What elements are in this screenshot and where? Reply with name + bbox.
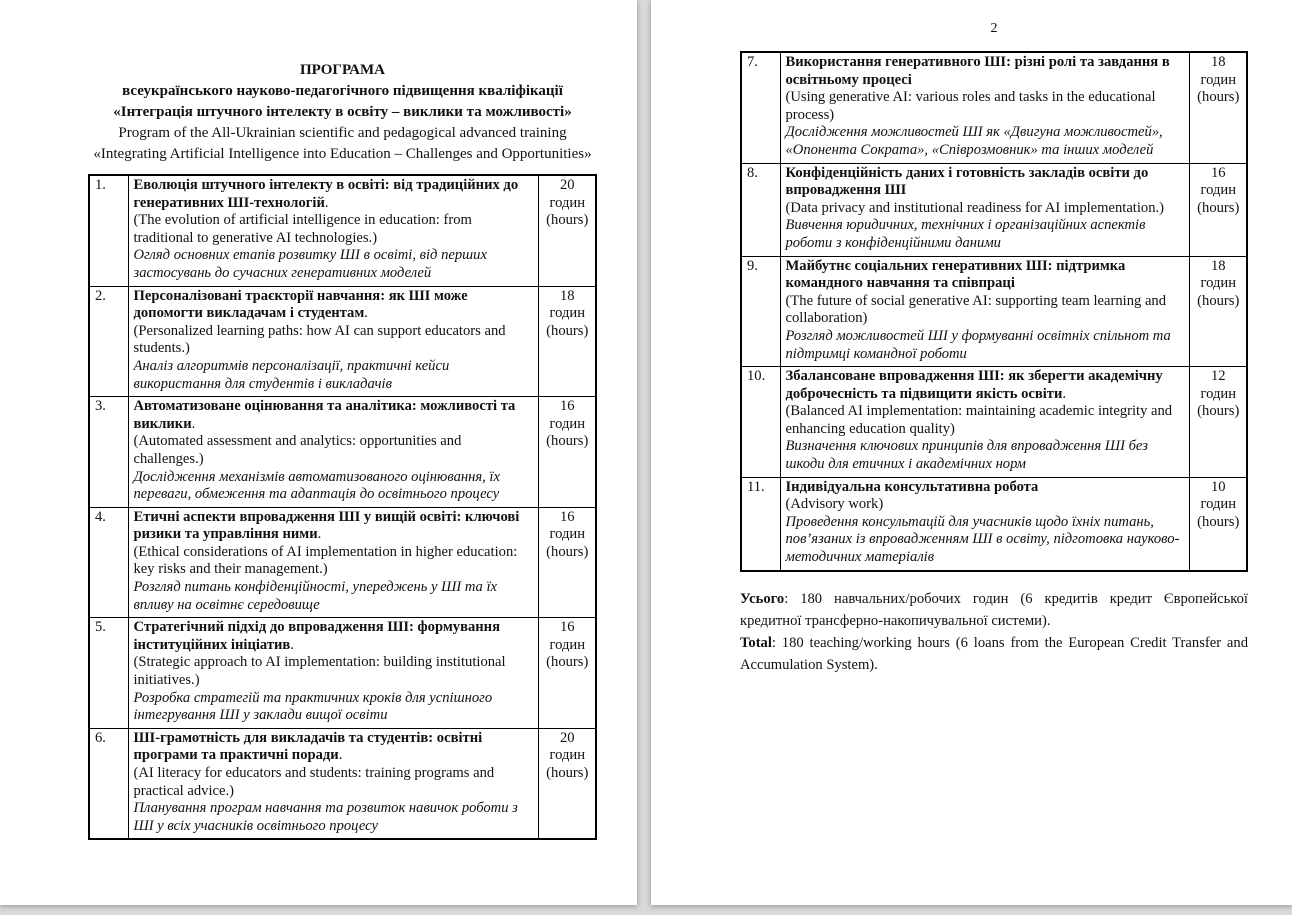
row-hours: 16 годин (hours): [538, 507, 596, 618]
title-line-5: «Integrating Artificial Intelligence into Education – Challenges and Opportunities»: [93, 146, 592, 162]
topic-desc-uk: Розробка стратегій та практичних кроків для успішного інтегрування ШІ у заклади вищої освіти: [133, 689, 493, 724]
table-row: [741, 163, 1247, 256]
row-body: [780, 367, 1189, 478]
topic-title-uk: Майбутнє соціальних генеративних ШІ: підтримка командного навчання та співпраці: [785, 257, 1126, 292]
topic-title-uk: Збалансоване впровадження ШІ: як зберегти академічну доброчесність та підвищити якість освіти: [785, 368, 1163, 402]
title-period: .: [324, 194, 329, 211]
topic-title-en: (Balanced AI implementation: maintaining academic integrity and enhancing education quality): [785, 403, 1173, 437]
row-hours: 10 годин (hours): [1189, 477, 1247, 570]
total-en-label: Total: [740, 634, 772, 651]
page-number: 2: [990, 21, 998, 36]
row-number: 2.: [89, 286, 128, 397]
total-uk-paragraph: [740, 588, 1248, 632]
table-row: [741, 52, 1247, 163]
row-hours: 12 годин (hours): [1189, 367, 1247, 478]
title-period: .: [290, 636, 294, 653]
title-line-4: Program of the All-Ukrainian scientific and pedagogical advanced training: [118, 125, 567, 141]
title-period: .: [1062, 385, 1067, 402]
total-uk-label: Усього: [740, 590, 785, 607]
table-row: [89, 618, 596, 729]
row-body: [128, 397, 538, 508]
page-1: [0, 0, 637, 905]
topic-desc-uk: Аналіз алгоритмів персоналізації, практичні кейси використання для студентів і викладачів: [133, 357, 450, 392]
row-number: 10.: [741, 367, 780, 478]
table-row: [89, 175, 596, 286]
program-table-page-2: [740, 51, 1248, 572]
row-number: 4.: [89, 507, 128, 618]
topic-title-en: (Strategic approach to AI implementation: building institutional initiatives.): [133, 654, 506, 689]
topic-title-uk: Конфіденційність даних і готовність закладів освіти до впровадження ШІ: [785, 164, 1149, 199]
topic-desc-uk: Дослідження можливостей ШІ як «Двигуна можливостей», «Опонента Сократа», «Співрозмовник» та інших моделей: [785, 124, 1163, 158]
page-1-content: [88, 60, 597, 840]
row-body: [128, 618, 538, 729]
row-hours: 16 годин (hours): [1189, 163, 1247, 256]
topic-title-en: (Advisory work): [785, 496, 884, 513]
topic-desc-uk: Розгляд питань конфіденційності, упереджень у ШІ та їх впливу на освітнє середовище: [133, 579, 498, 613]
topic-title-en: (Ethical considerations of AI implementation in higher education: key risks and their management.): [133, 543, 518, 578]
topic-title-uk: ШІ-грамотність для викладачів та студентів: освітні програми та практичні поради: [133, 729, 483, 764]
row-body: [780, 163, 1189, 256]
row-number: 7.: [741, 52, 780, 163]
row-number: 6.: [89, 728, 128, 839]
table-row: [89, 728, 596, 839]
row-body: [780, 477, 1189, 570]
topic-desc-uk: Визначення ключових принципів для впровадження ШІ без шкоди для етичних і академічних норм: [785, 438, 1148, 473]
topic-title-uk: Еволюція штучного інтелекту в освіті: від традиційних до генеративних ШІ-технологій: [133, 177, 519, 211]
topic-desc-uk: Проведення консультацій для учасників щодо їхніх питань, пов’язаних із впровадженням ШІ в освіту, підготовка науково-методичних матеріалів: [785, 513, 1180, 566]
total-en-paragraph: [740, 632, 1248, 676]
table-row: [89, 286, 596, 397]
row-body: [780, 52, 1189, 163]
totals-block: [740, 588, 1248, 676]
row-hours: 16 годин (hours): [538, 397, 596, 508]
topic-desc-uk: Дослідження механізмів автоматизованого оцінювання, їх переваги, обмеження та адаптація до освітнього процесу: [133, 468, 500, 503]
row-hours: 16 годин (hours): [538, 618, 596, 729]
title-line-1: ПРОГРАМА: [299, 62, 386, 78]
table-row: [89, 397, 596, 508]
program-title-block: [88, 60, 597, 165]
title-period: .: [364, 305, 368, 322]
page-2: [651, 0, 1292, 905]
topic-title-en: (Using generative AI: various roles and tasks in the educational process): [785, 89, 1156, 123]
total-en-text: : 180 teaching/working hours (6 loans from the European Credit Transfer and Accumulation System).: [740, 634, 1248, 673]
page-2-content: [740, 20, 1248, 676]
topic-title-uk: Використання генеративного ШІ: різні ролі та завдання в освітньому процесі: [785, 54, 1170, 88]
program-table-page-1: [88, 174, 597, 840]
topic-desc-uk: Планування програм навчання та розвиток навичок роботи з ШІ у всіх учасників освітнього процесу: [133, 800, 518, 834]
row-body: [128, 507, 538, 618]
title-line-3: «Інтеграція штучного інтелекту в освіту – виклики та можливості»: [113, 104, 572, 120]
topic-title-uk: Персоналізовані траєкторії навчання: як ШІ може допомогти викладачам і студентам: [133, 287, 468, 322]
topic-desc-uk: Огляд основних етапів розвитку ШІ в освіті, від перших застосувань до сучасних генеративних моделей: [133, 247, 487, 281]
row-number: 9.: [741, 256, 780, 367]
title-period: .: [191, 415, 196, 432]
table-row: [741, 477, 1247, 570]
row-number: 11.: [741, 477, 780, 570]
row-number: 1.: [89, 175, 128, 286]
topic-title-en: (Data privacy and institutional readiness for AI implementation.): [785, 199, 1165, 216]
topic-title-en: (Personalized learning paths: how AI can support educators and students.): [133, 322, 506, 357]
title-line-2: всеукраїнського науково-педагогічного підвищення кваліфікації: [122, 83, 563, 99]
row-body: [128, 286, 538, 397]
topic-title-en: (The future of social generative AI: supporting team learning and collaboration): [785, 292, 1167, 327]
table-row: [741, 256, 1247, 367]
topic-desc-uk: Розгляд можливостей ШІ у формуванні освітніх спільнот та підтримці командної роботи: [785, 327, 1171, 362]
table-row: [741, 367, 1247, 478]
total-uk-text: : 180 навчальних/робочих годин (6 кредитів кредит Європейської кредитної трансферно-накопичувальної системи).: [740, 590, 1248, 629]
row-body: [780, 256, 1189, 367]
title-period: .: [338, 747, 343, 764]
topic-desc-uk: Вивчення юридичних, технічних і організаційних аспектів роботи з конфіденційними даними: [785, 217, 1146, 251]
topic-title-uk: Етичні аспекти впровадження ШІ у вищій освіті: ключові ризики та управління ними: [133, 508, 520, 543]
row-hours: 18 годин (hours): [1189, 256, 1247, 367]
row-body: [128, 728, 538, 839]
topic-title-uk: Індивідуальна консультативна робота: [785, 478, 1039, 495]
page-gap: [637, 0, 651, 915]
table-row: [89, 507, 596, 618]
topic-title-en: (AI literacy for educators and students: training programs and practical advice.): [133, 765, 495, 799]
topic-title-uk: Автоматизоване оцінювання та аналітика: можливості та виклики: [133, 398, 516, 432]
title-period: .: [317, 526, 322, 543]
row-hours: 18 годин (hours): [1189, 52, 1247, 163]
row-hours: 20 годин (hours): [538, 728, 596, 839]
topic-title-uk: Стратегічний підхід до впровадження ШІ: формування інституційних ініціатив: [133, 619, 500, 653]
topic-title-en: (The evolution of artificial intelligence in education: from traditional to generative AI technologies.): [133, 212, 472, 246]
row-body: [128, 175, 538, 286]
row-number: 8.: [741, 163, 780, 256]
row-number: 3.: [89, 397, 128, 508]
row-hours: 20 годин (hours): [538, 175, 596, 286]
topic-title-en: (Automated assessment and analytics: opportunities and challenges.): [133, 433, 462, 467]
row-number: 5.: [89, 618, 128, 729]
row-hours: 18 годин (hours): [538, 286, 596, 397]
